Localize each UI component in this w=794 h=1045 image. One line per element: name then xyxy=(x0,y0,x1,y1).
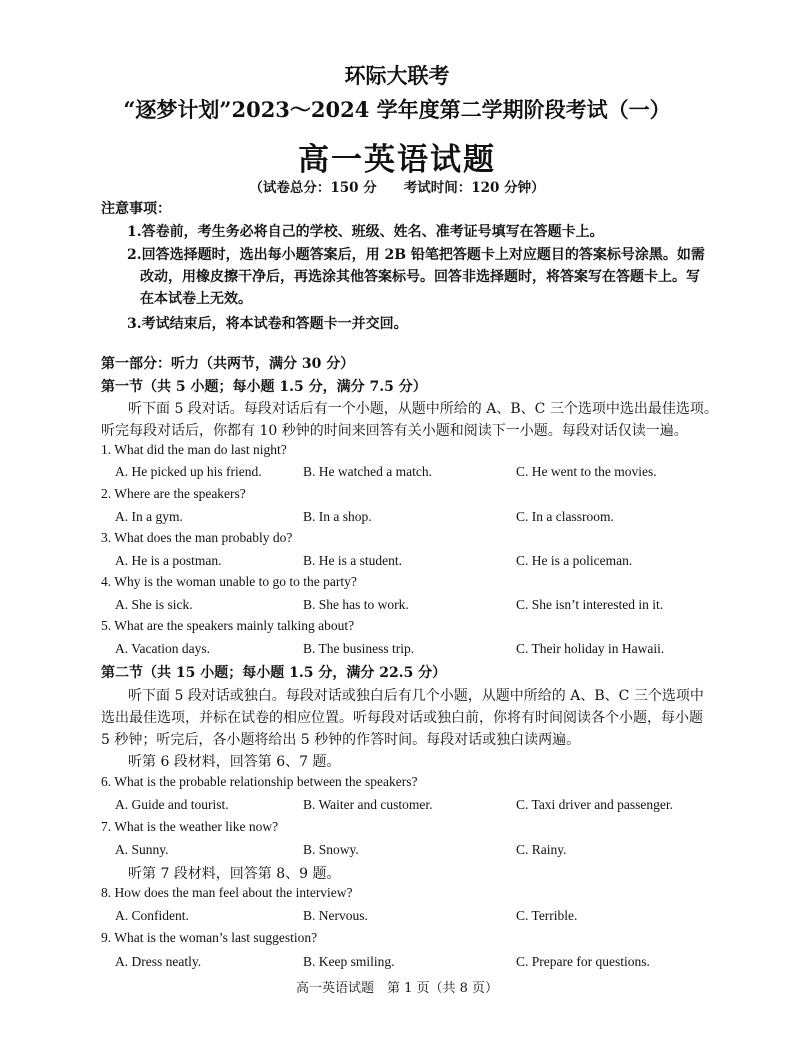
question-4-option-c: C. She isn’t interested in it. xyxy=(516,597,664,612)
part1-heading: 第一部分：听力（共两节，满分 30 分） xyxy=(101,356,355,372)
question-1-option-c: C. He went to the movies. xyxy=(516,464,657,479)
question-1-option-a: A. He picked up his friend. xyxy=(115,464,262,479)
exam-organizer: 环际大联考 xyxy=(344,63,450,88)
section1-instruction-line-2: 听完每段对话后，你都有 10 秒钟的时间来回答有关小题和阅读下一小题。每段对话仅读一遍。 xyxy=(101,423,688,439)
question-9: 9. What is the woman’s last suggestion? xyxy=(101,930,318,945)
section1-instruction-line-1: 听下面 5 段对话。每段对话后有一个小题，从题中所给的 A、B、C 三个选项中选出最佳选项。 xyxy=(128,401,718,417)
question-7-option-c: C. Rainy. xyxy=(516,842,567,857)
question-5: 5. What are the speakers mainly talking about? xyxy=(101,618,355,633)
question-8-option-c: C. Terrible. xyxy=(516,908,578,923)
question-3-option-c: C. He is a policeman. xyxy=(516,553,633,568)
question-9-option-b: B. Keep smiling. xyxy=(303,954,395,969)
exam-meta: （试卷总分：150 分 考试时间：120 分钟） xyxy=(249,180,545,196)
question-7: 7. What is the weather like now? xyxy=(101,819,279,834)
question-6: 6. What is the probable relationship between the speakers? xyxy=(101,774,418,789)
page-title: 高一英语试题 xyxy=(298,142,496,178)
note-2-line-1: 2.回答选择题时，选出每小题答案后，用 2B 铅笔把答题卡上对应题目的答案标号涂黑。如需 xyxy=(127,247,705,263)
material-6-instruction: 听第 6 段材料，回答第 6、7 题。 xyxy=(128,754,341,770)
question-3-option-b: B. He is a student. xyxy=(303,553,402,568)
question-2-option-c: C. In a classroom. xyxy=(516,509,614,524)
question-6-option-a: A. Guide and tourist. xyxy=(115,797,229,812)
note-1: 1.答卷前，考生务必将自己的学校、班级、姓名、准考证号填写在答题卡上。 xyxy=(127,224,604,240)
question-4-option-a: A. She is sick. xyxy=(115,597,193,612)
page-footer: 高一英语试题 第 1 页（共 8 页） xyxy=(295,981,499,996)
question-5-option-a: A. Vacation days. xyxy=(115,641,210,656)
section2-instruction-line-3: 5 秒钟；听完后，各小题将给出 5 秒钟的作答时间。每段对话或独白读两遍。 xyxy=(101,732,581,748)
note-2-line-3: 在本试卷上无效。 xyxy=(140,291,252,307)
question-5-option-b: B. The business trip. xyxy=(303,641,415,656)
section2-instruction-line-2: 选出最佳选项，并标在试卷的相应位置。听每段对话或独白前，你将有时间阅读各个小题，每小题 xyxy=(101,710,703,726)
question-4-option-b: B. She has to work. xyxy=(303,597,409,612)
section2-instruction-line-1: 听下面 5 段对话或独白。每段对话或独白后有几个小题，从题中所给的 A、B、C 三个选项中 xyxy=(128,688,704,704)
question-8: 8. How does the man feel about the interview? xyxy=(101,885,353,900)
question-2-option-a: A. In a gym. xyxy=(115,509,183,524)
question-8-option-a: A. Confident. xyxy=(115,908,189,923)
question-7-option-a: A. Sunny. xyxy=(115,842,169,857)
question-6-option-c: C. Taxi driver and passenger. xyxy=(516,797,674,812)
note-2-line-2: 改动，用橡皮擦干净后，再选涂其他答案标号。回答非选择题时，将答案写在答题卡上。写 xyxy=(140,269,700,285)
question-1-option-b: B. He watched a match. xyxy=(303,464,432,479)
question-5-option-c: C. Their holiday in Hawaii. xyxy=(516,641,665,656)
question-8-option-b: B. Nervous. xyxy=(303,908,368,923)
question-3-option-a: A. He is a postman. xyxy=(115,553,222,568)
question-9-option-c: C. Prepare for questions. xyxy=(516,954,650,969)
question-4: 4. Why is the woman unable to go to the party? xyxy=(101,574,357,589)
note-3: 3.考试结束后，将本试卷和答题卡一并交回。 xyxy=(127,316,408,332)
question-3: 3. What does the man probably do? xyxy=(101,530,293,545)
question-9-option-a: A. Dress neatly. xyxy=(115,954,202,969)
question-7-option-b: B. Snowy. xyxy=(303,842,359,857)
question-2: 2. Where are the speakers? xyxy=(101,486,246,501)
question-1: 1. What did the man do last night? xyxy=(101,442,287,457)
material-7-instruction: 听第 7 段材料，回答第 8、9 题。 xyxy=(128,866,341,882)
question-2-option-b: B. In a shop. xyxy=(303,509,372,524)
notes-heading: 注意事项： xyxy=(101,201,171,217)
section1-heading: 第一节（共 5 小题；每小题 1.5 分，满分 7.5 分） xyxy=(101,379,427,395)
exam-name: “逐梦计划”2023～2024 学年度第二学期阶段考试（一） xyxy=(123,97,671,122)
question-6-option-b: B. Waiter and customer. xyxy=(303,797,433,812)
section2-heading: 第二节（共 15 小题；每小题 1.5 分，满分 22.5 分） xyxy=(101,665,447,681)
